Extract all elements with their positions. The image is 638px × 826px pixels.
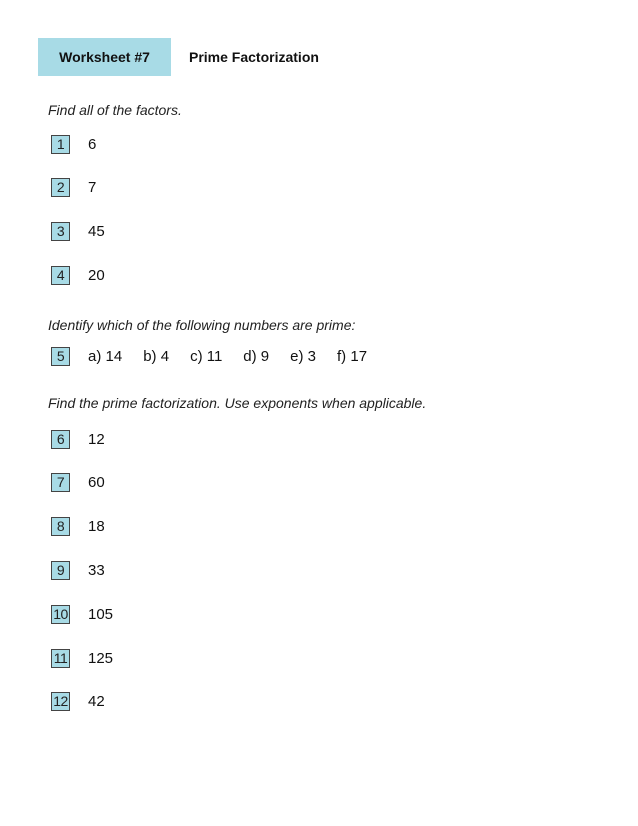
problem-4 (51, 264, 105, 286)
problem-10 (51, 603, 114, 625)
problem-12 (51, 690, 105, 712)
problem-value: 12 (88, 430, 105, 448)
problem-2 (51, 176, 97, 198)
problem-number-badge: 10 (51, 605, 70, 624)
problem-3 (51, 220, 105, 242)
section2-instruction: Identify which of the following numbers are prime: (48, 317, 356, 333)
problem-value: 105 (88, 605, 114, 623)
problem-value: 125 (88, 649, 114, 667)
choice-e: e) 3 (290, 347, 317, 365)
problem-value: 20 (88, 266, 105, 284)
problem-number-badge: 6 (51, 430, 70, 449)
problem-8 (51, 515, 105, 537)
problem-number-badge: 4 (51, 266, 70, 285)
worksheet-label (38, 38, 171, 76)
problem-number-badge: 1 (51, 135, 70, 154)
problem-number-badge: 7 (51, 473, 70, 492)
problem-value: 42 (88, 692, 105, 710)
problem-value: 18 (88, 517, 105, 535)
problem-number-badge: 11 (51, 649, 70, 668)
problem-number-badge: 9 (51, 561, 70, 580)
problem-number-badge: 3 (51, 222, 70, 241)
answer-choices (88, 348, 388, 365)
problem-value: 60 (88, 473, 105, 491)
choice-a: a) 14 (88, 347, 123, 365)
page-title: Prime Factorization (189, 49, 319, 65)
problem-value: 7 (88, 178, 97, 196)
choice-b: b) 4 (143, 347, 170, 365)
choice-d: d) 9 (243, 347, 270, 365)
choice-c: c) 11 (190, 347, 223, 365)
worksheet-label-text: Worksheet #7 (59, 49, 150, 65)
problem-number-badge: 12 (51, 692, 70, 711)
problem-5 (51, 345, 368, 367)
problem-7 (51, 471, 105, 493)
section3-instruction: Find the prime factorization. Use exponents when applicable. (48, 395, 427, 411)
problem-value: 6 (88, 135, 97, 153)
problem-9 (51, 559, 105, 581)
problem-value: 45 (88, 222, 105, 240)
problem-number-badge: 5 (51, 347, 70, 366)
choice-f: f) 17 (337, 347, 368, 365)
problem-6 (51, 428, 105, 450)
problem-number-badge: 2 (51, 178, 70, 197)
problem-1 (51, 133, 97, 155)
problem-11 (51, 647, 114, 669)
problem-number-badge: 8 (51, 517, 70, 536)
problem-value: 33 (88, 561, 105, 579)
section1-instruction: Find all of the factors. (48, 102, 182, 118)
